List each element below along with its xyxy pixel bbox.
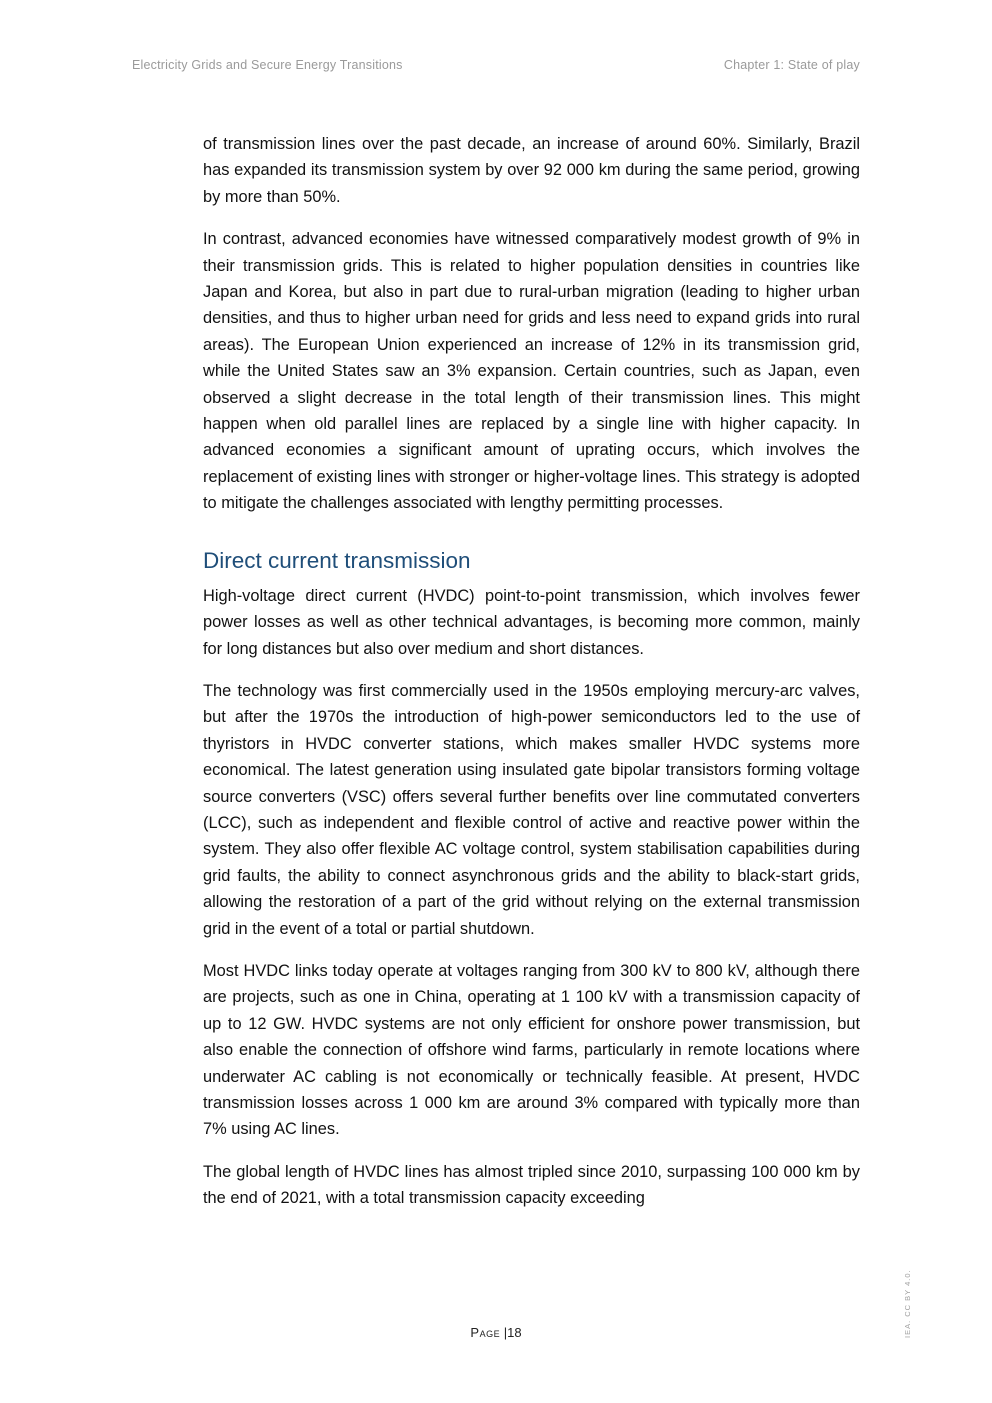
paragraph: of transmission lines over the past decade, an increase of around 60%. Similarly, Brazil has expanded its transmission system by over 92 000 km during the same period, growing by more than 50%. <box>203 135 860 206</box>
running-header <box>132 58 860 76</box>
paragraph: In contrast, advanced economies have witnessed comparatively modest growth of 9% in their transmission grids. This is related to higher population densities in countries like Japan and Korea, but also in part due to rural-urban migration (leading to higher urban densities, and thus to higher urban need for grids and less need to expand grids into rural areas). The European Union experienced an increase of 12% in its transmission grid, while the United States saw an 3% expansion. Certain countries, such as Japan, even observed a slight decrease in the total length of their transmission lines. This might happen when old parallel lines are replaced by a single line with higher capacity. In advanced economies a significant amount of uprating occurs, which involves the replacement of existing lines with stronger or higher-voltage lines. This strategy is adopted to mitigate the challenges associated with lengthy permitting processes. <box>203 230 860 513</box>
paragraph: The technology was first commercially used in the 1950s employing mercury-arc valves, but after the 1970s the introduction of high-power semiconductors led to the use of thyristors in HVDC converter stations, which makes smaller HVDC systems more economical. The latest generation using insulated gate bipolar transistors forming voltage source converters (VSC) offers several further benefits over line commutated converters (LCC), such as independent and flexible control of active and reactive power within the system. They also offer flexible AC voltage control, system stabilisation capabilities during grid faults, the ability to connect asynchronous grids and the ability to black-start grids, allowing the restoration of a part of the grid without relying on the external transmission grid in the event of a total or partial shutdown. <box>203 681 860 938</box>
report-title: Electricity Grids and Secure Energy Transitions <box>132 58 403 72</box>
page-label: Page <box>470 1325 501 1340</box>
page-footer <box>0 1325 992 1340</box>
section-heading: Direct current transmission <box>203 547 471 573</box>
paragraph: Most HVDC links today operate at voltages ranging from 300 kV to 800 kV, although there are projects, such as one in China, operating at 1 100 kV with a transmission capacity of up to 12 GW. HVDC systems are not only efficient for onshore power transmission, but also enable the connection of offshore wind farms, particularly in remote locations where underwater AC cabling is not economically or technically feasible. At present, HVDC transmission losses across 1 000 km are around 3% compared with typically more than 7% using AC lines. <box>203 961 860 1139</box>
paragraph: The global length of HVDC lines has almost tripled since 2010, surpassing 100 000 km by the end of 2021, with a total transmission capacity exceeding <box>203 1162 860 1208</box>
paragraph: High-voltage direct current (HVDC) point-to-point transmission, which involves fewer power losses as well as other technical advantages, is becoming more common, mainly for long distances but also over medium and short distances. <box>203 586 860 658</box>
page-separator: | <box>503 1325 508 1340</box>
chapter-title: Chapter 1: State of play <box>723 58 860 72</box>
page-number: 18 <box>507 1325 522 1340</box>
license-notice: IEA. CC BY 4.0. <box>903 1269 912 1338</box>
page-body <box>203 131 860 1228</box>
